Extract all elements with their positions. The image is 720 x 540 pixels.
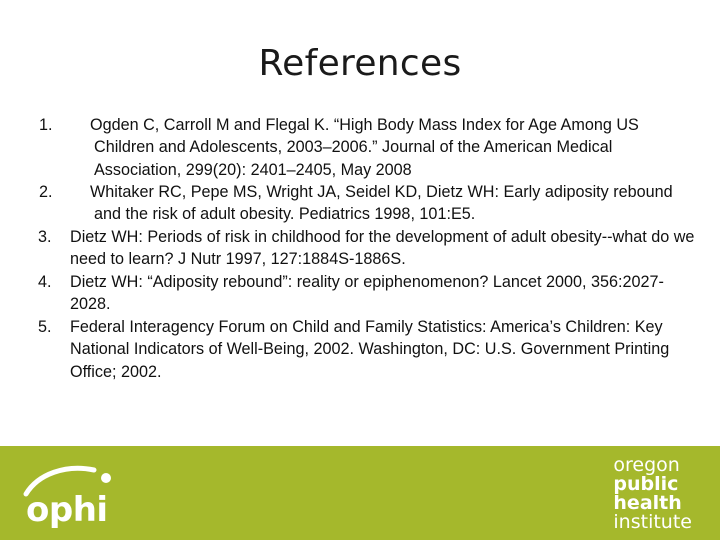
reference-text: Federal Interagency Forum on Child and Family Statistics: America’s Children: Key National Indicators of Well-Being, 2002. Washington, DC: U.S. Government Printing Office; 2002.: [70, 318, 670, 381]
reference-item: [38, 316, 698, 383]
ophi-logo: [18, 460, 130, 530]
reference-number: 4.: [38, 273, 52, 291]
reference-text: Dietz WH: Periods of risk in childhood for the development of adult obesity--what do we need to learn? J Nutr 1997, 127:1884S-1886S.: [70, 228, 695, 269]
reference-item: [38, 114, 698, 181]
reference-number: 3.: [38, 228, 52, 246]
reference-item: [38, 271, 698, 316]
reference-text: Dietz WH: “Adiposity rebound”: reality or epiphenomenon? Lancet 2000, 356:2027-2028.: [70, 273, 664, 314]
slide-title: References: [258, 43, 462, 84]
reference-text: Whitaker RC, Pepe MS, Wright JA, Seidel KD, Dietz WH: Early adiposity rebound and the risk of adult obesity. Pediatrics 1998, 101:E5.: [90, 183, 673, 224]
org-name-logo: [613, 456, 692, 532]
footer-band: [0, 446, 720, 540]
org-name-line: oregon: [613, 454, 680, 476]
ophi-logo-text: ophi: [26, 490, 108, 530]
reference-number: 1.: [39, 116, 53, 134]
reference-text: Ogden C, Carroll M and Flegal K. “High Body Mass Index for Age Among US Children and Adolescents, 2003–2006.” Journal of the American Medical Association, 299(20): 2401–2405, May 2008: [90, 116, 639, 179]
org-name-line: health: [613, 492, 682, 514]
reference-item: [38, 226, 698, 271]
reference-number: 2.: [39, 183, 53, 201]
org-name-line: public: [613, 473, 679, 495]
reference-item: [38, 181, 698, 226]
reference-number: 5.: [38, 318, 52, 336]
references-list: [38, 114, 698, 383]
org-name-line: institute: [613, 511, 692, 533]
